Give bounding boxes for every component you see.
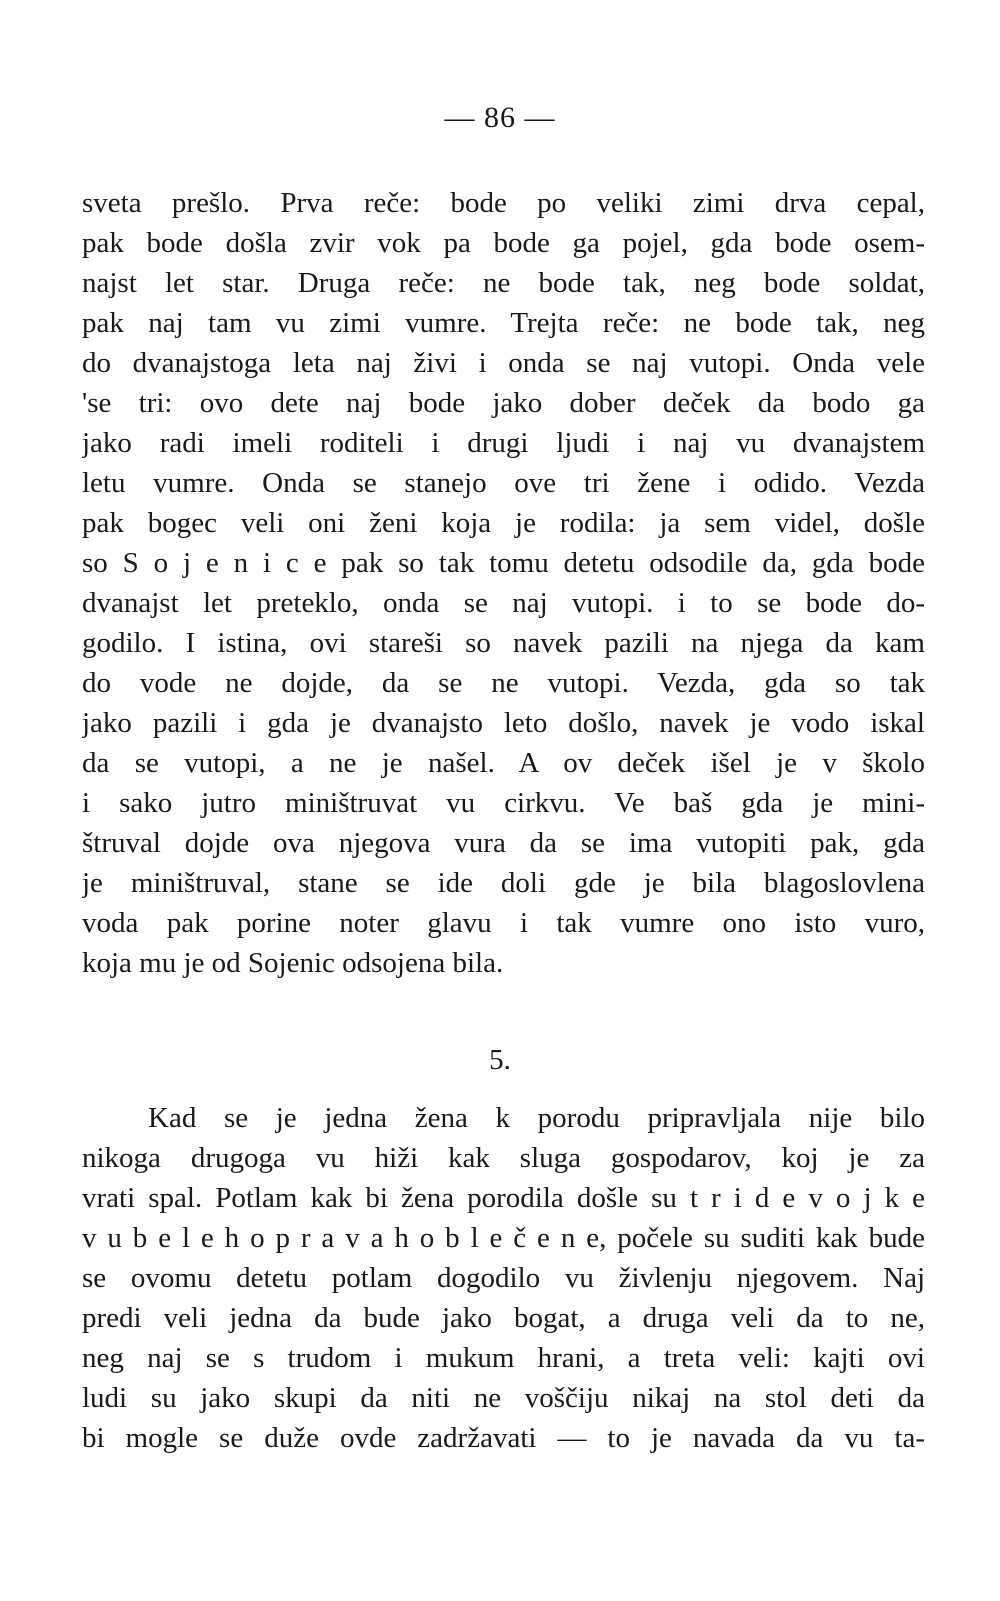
text-line: pak bogec veli oni ženi koja je rodila: ja sem videl, došle (82, 507, 925, 539)
text-line: i sako jutro miništruvat vu cirkvu. Ve baš gda je mini- (82, 787, 925, 819)
text-line: v u b e l e h o p r a v a h o b l e č e n e, počele su suditi kak bude (82, 1222, 925, 1254)
text-line: bi mogle se duže ovde zadržavati — to je navada da vu ta- (82, 1422, 925, 1454)
text-line: jako radi imeli roditeli i drugi ljudi i naj vu dvanajstem (82, 427, 925, 459)
text-line: predi veli jedna da bude jako bogat, a druga veli da to ne, (82, 1302, 925, 1334)
text-line: koja mu je od Sojenic odsojena bila. (82, 947, 504, 979)
text-line: godilo. I istina, ovi stareši so navek pazili na njega da kam (82, 627, 925, 659)
text-line: sveta prešlo. Prva reče: bode po veliki zimi drva cepal, (82, 187, 925, 219)
text-line: ludi su jako skupi da niti ne voščiju nikaj na stol deti da (82, 1382, 925, 1414)
page-number: — 86 — (444, 101, 556, 134)
text-line: voda pak porine noter glavu i tak vumre ono isto vuro, (82, 907, 925, 939)
text-line: letu vumre. Onda se stanejo ove tri žene i odido. Vezda (82, 467, 925, 499)
text-line: štruval dojde ova njegova vura da se ima vutopiti pak, gda (82, 827, 925, 859)
text-line: 'se tri: ovo dete naj bode jako dober deček da bodo ga (82, 387, 925, 419)
text-line: vrati spal. Potlam kak bi žena porodila došle su t r i d e v o j k e (82, 1182, 925, 1214)
text-line: pak naj tam vu zimi vumre. Trejta reče: ne bode tak, neg (82, 307, 925, 339)
text-line: do dvanajstoga leta naj živi i onda se naj vutopi. Onda vele (82, 347, 925, 379)
text-line: jako pazili i gda je dvanajsto leto došlo, navek je vodo iskal (82, 707, 925, 739)
text-line: najst let star. Druga reče: ne bode tak, neg bode soldat, (82, 267, 925, 299)
text-line: da se vutopi, a ne je našel. A ov deček išel je v školo (82, 747, 925, 779)
text-line: do vode ne dojde, da se ne vutopi. Vezda, gda so tak (82, 667, 925, 699)
text-line: je miništruval, stane se ide doli gde je bila blagoslovlena (82, 867, 925, 899)
text-line: pak bode došla zvir vok pa bode ga pojel, gda bode osem- (82, 227, 925, 259)
text-line: nikoga drugoga vu hiži kak sluga gospodarov, koj je za (82, 1142, 925, 1174)
text-line: neg naj se s trudom i mukum hrani, a treta veli: kajti ovi (82, 1342, 925, 1374)
text-line: so S o j e n i c e pak so tak tomu detetu odsodile da, gda bode (82, 547, 925, 579)
text-line: Kad se je jedna žena k porodu pripravljala nije bilo (148, 1102, 925, 1134)
text-line: dvanajst let preteklo, onda se naj vutopi. i to se bode do- (82, 587, 925, 619)
section-number: 5. (489, 1044, 511, 1076)
text-line: se ovomu detetu potlam dogodilo vu živlenju njegovem. Naj (82, 1262, 925, 1294)
